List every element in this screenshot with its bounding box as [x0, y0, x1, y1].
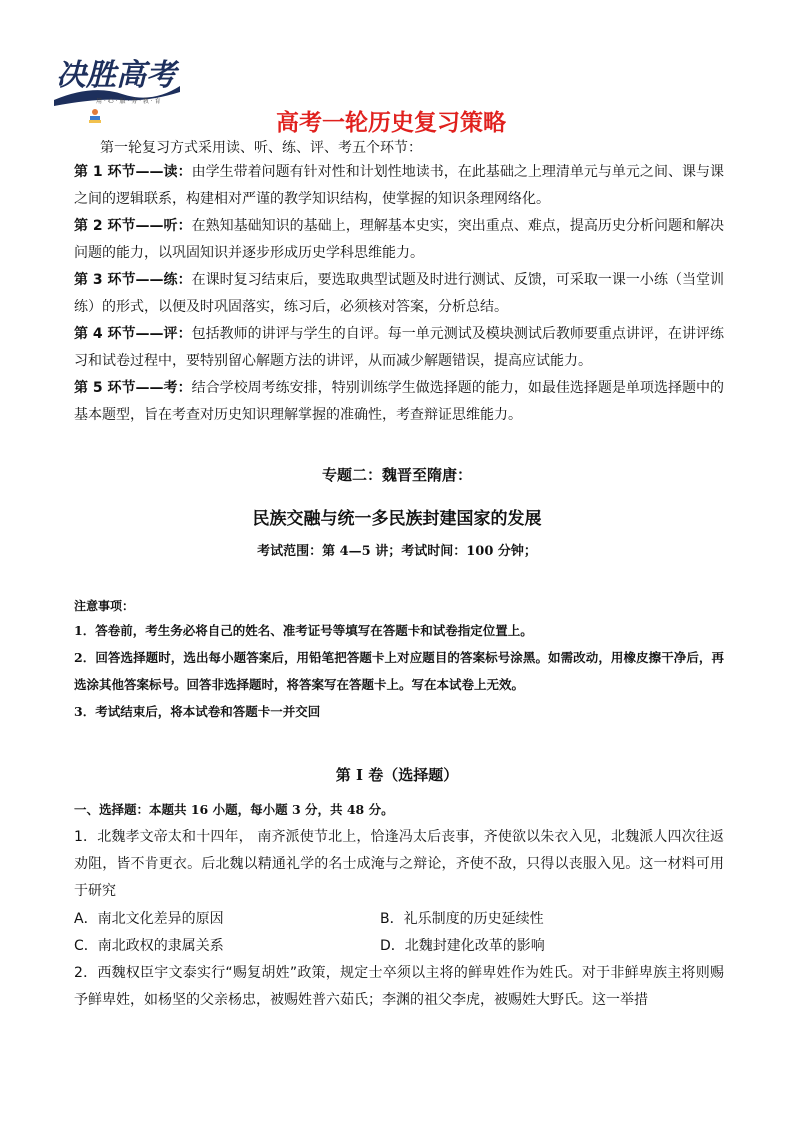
exam-info: 考试范围：第 4—5 讲；考试时间：100 分钟； [257, 544, 537, 559]
question-1-option-c[interactable]: C．南北政权的隶属关系 [74, 938, 224, 954]
question-1-option-a[interactable]: A．南北文化差异的原因 [74, 911, 224, 927]
step-2 [74, 213, 724, 267]
part-title: 第 I 卷（选择题） [335, 766, 459, 784]
question-2-stem: 2．西魏权臣宇文泰实行“赐复胡姓”政策，规定士卒须以主将的鲜卑姓作为姓氏。对于非鲜卑族主将则赐予鲜卑姓，如杨坚的父亲杨忠，被赐姓普六茹氏；李渊的祖父李虎，被赐姓大野氏。这一举措 [74, 965, 724, 1008]
notice-item-3: 3．考试结束后，将本试卷和答题卡一并交回 [74, 704, 321, 719]
intro-text: 第一轮复习方式采用读、听、练、评、考五个环节： [100, 140, 422, 156]
topic-line-1: 专题二：魏晋至隋唐： [321, 466, 472, 484]
question-1-stem: 1．北魏孝文帝太和十四年， 南齐派使节北上，恰逢冯太后丧事，齐使欲以朱衣入见，北魏派人四次往返劝阻，皆不肯更衣。后北魏以精通礼学的名士成淹与之辩论，齐使不敌，只得以丧服入见。这一材料可用于研究 [74, 829, 724, 899]
step-1 [74, 159, 724, 213]
step-text: 结合学校周考练安排，特别训练学生做选择题的能力，如最佳选择题是单项选择题中的基本题型，旨在考查对历史知识理解掌握的准确性，考查辩证思维能力。 [74, 380, 724, 423]
step-5 [74, 375, 724, 429]
logo-text: 决胜高考 [56, 58, 176, 93]
step-label: 第 5 环节——考： [74, 380, 192, 396]
step-label: 第 3 环节——练： [74, 272, 192, 288]
topic-line-2: 民族交融与统一多民族封建国家的发展 [252, 509, 542, 529]
logo-subtitle: 用 · 心 · 服 · 务 · 教 · 育 [96, 98, 161, 105]
notice-item-1: 1．答卷前，考生务必将自己的姓名、准考证号等填写在答题卡和试卷指定位置上。 [74, 623, 533, 638]
question-1-option-b[interactable]: B．礼乐制度的历史延续性 [380, 911, 544, 927]
reading-child-icon [86, 108, 104, 124]
step-text: 由学生带着问题有针对性和计划性地读书，在此基础之上理清单元与单元之间、课与课之间的逻辑联系，构建相对严谨的教学知识结构，使掌握的知识条理网络化。 [74, 164, 724, 207]
step-4 [74, 321, 724, 375]
logo [52, 46, 182, 132]
step-label: 第 1 环节——读： [74, 164, 192, 180]
step-text: 在熟知基础知识的基础上，理解基本史实，突出重点、难点，提高历史分析问题和解决问题的能力，以巩固知识并逐步形成历史学科思维能力。 [74, 218, 724, 261]
question-1-option-d[interactable]: D．北魏封建化改革的影响 [380, 938, 545, 954]
step-label: 第 2 环节——听： [74, 218, 192, 234]
step-label: 第 4 环节——评： [74, 326, 192, 342]
section-heading: 一、选择题：本题共 16 小题，每小题 3 分，共 48 分。 [74, 802, 394, 817]
notice-item-2: 2．回答选择题时，选出每小题答案后，用铅笔把答题卡上对应题目的答案标号涂黑。如需改动，用橡皮擦干净后，再选涂其他答案标号。回答非选择题时，将答案写在答题卡上。写在本试卷上无效。 [74, 650, 724, 692]
step-3 [74, 267, 724, 321]
step-text: 在课时复习结束后，要选取典型试题及时进行测试、反馈，可采取一课一小练（当堂训练）的形式，以便及时巩固落实，练习后，必须核对答案，分析总结。 [74, 272, 724, 315]
page-title: 高考一轮历史复习策略 [276, 110, 506, 136]
notice-title: 注意事项： [74, 599, 135, 613]
step-text: 包括教师的讲评与学生的自评。每一单元测试及模块测试后教师要重点讲评，在讲评练习和试卷过程中，要特别留心解题方法的讲评，从而减少解题错误，提高应试能力。 [74, 326, 724, 369]
